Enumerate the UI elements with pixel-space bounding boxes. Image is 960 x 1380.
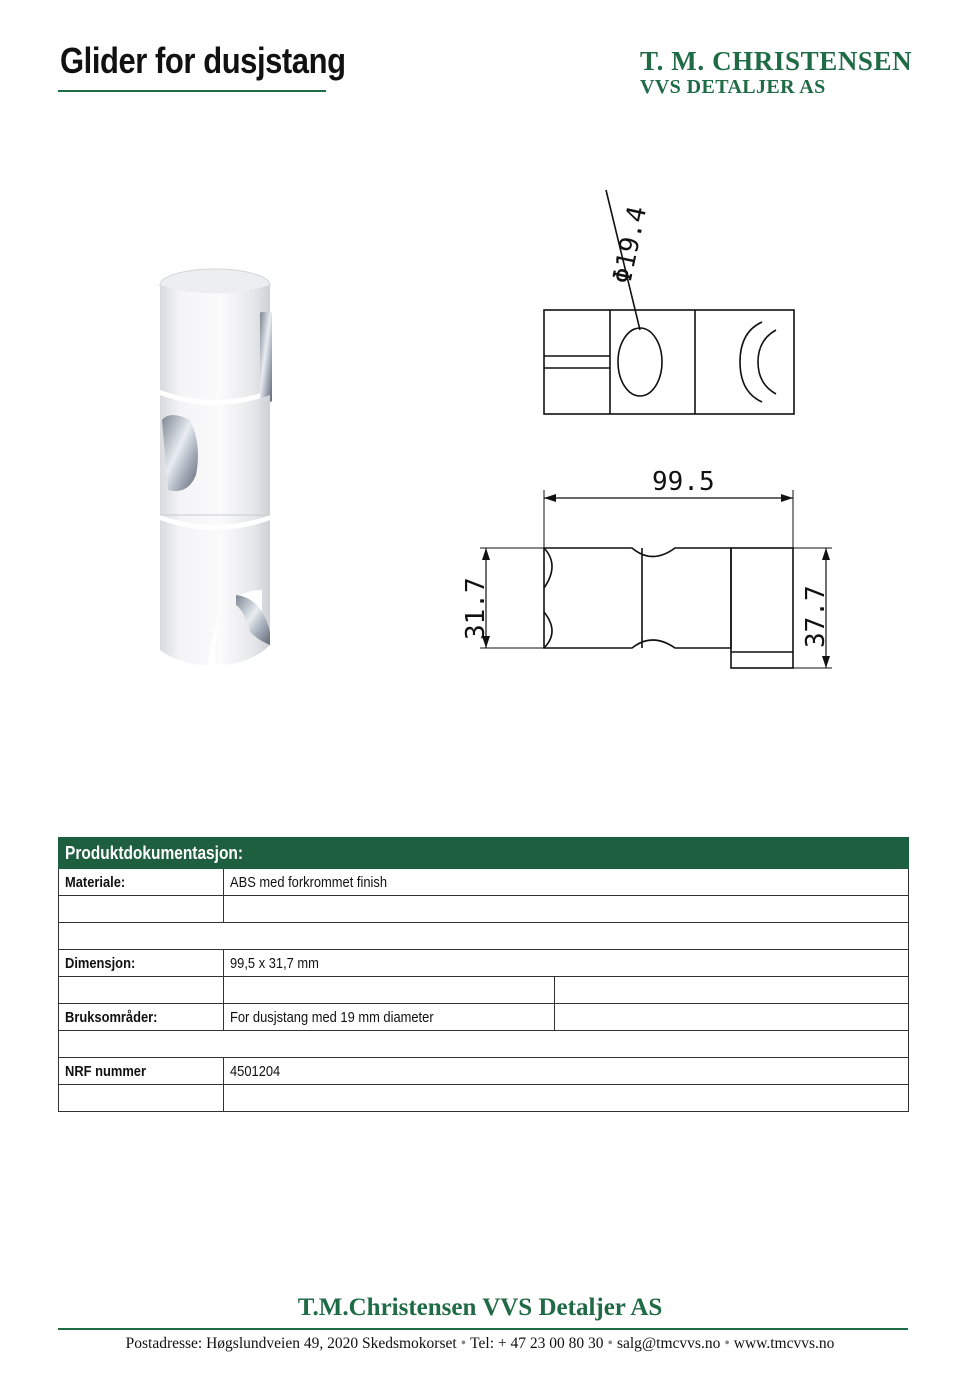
footer-divider (58, 1328, 908, 1330)
table-header: Produktdokumentasjon: (59, 838, 909, 869)
empty-cell (59, 923, 909, 950)
row-label: Bruksområder: (59, 1004, 224, 1031)
brand-subtitle: VVS DETALJER AS (640, 76, 826, 98)
separator-dot: • (460, 1335, 467, 1352)
separator-dot: • (607, 1335, 613, 1352)
postal-address: Postadresse: Høgslundveien 49, 2020 Skedsmokorset (125, 1335, 457, 1352)
empty-cell (59, 1085, 224, 1112)
height-right-label: 37.7 (801, 585, 831, 648)
row-value: 4501204 (224, 1058, 909, 1085)
title-underline (58, 90, 326, 92)
empty-cell (555, 1004, 909, 1031)
empty-cell (59, 1031, 909, 1058)
empty-cell (224, 1085, 909, 1112)
table-row (59, 1085, 909, 1112)
table-row (59, 1058, 909, 1085)
empty-cell (59, 977, 224, 1004)
empty-cell (224, 977, 555, 1004)
empty-cell (59, 896, 224, 923)
row-value: For dusjstang med 19 mm diameter (224, 1004, 555, 1031)
separator-dot: • (724, 1335, 730, 1352)
row-value: 99,5 x 31,7 mm (224, 950, 909, 977)
row-label: NRF nummer (59, 1058, 224, 1085)
table-row (59, 977, 909, 1004)
email-link[interactable]: salg@tmcvvs.no (616, 1335, 721, 1352)
empty-cell (555, 977, 909, 1004)
footer-contact-line (0, 1335, 960, 1353)
table-row (59, 950, 909, 977)
empty-cell (224, 896, 909, 923)
phone-number: Tel: + 47 23 00 80 30 (470, 1335, 604, 1352)
footer-company-name: T.M.Christensen VVS Detaljer AS (297, 1294, 663, 1321)
table-row (59, 923, 909, 950)
technical-drawing (440, 180, 860, 680)
table-row (59, 869, 909, 896)
product-documentation-table (58, 837, 909, 1112)
table-row (59, 1031, 909, 1058)
row-value: ABS med forkrommet finish (224, 869, 909, 896)
table-row (59, 1004, 909, 1031)
diameter-label: Φ19.4 (607, 203, 654, 287)
website-link[interactable]: www.tmcvvs.no (733, 1335, 835, 1352)
page-title: Glider for dusjstang (60, 40, 346, 81)
product-photo (150, 260, 290, 680)
height-left-label: 31.7 (461, 577, 491, 640)
table-row (59, 896, 909, 923)
brand-logo (640, 46, 912, 98)
brand-name: T. M. CHRISTENSEN (640, 46, 913, 76)
row-label: Materiale: (59, 869, 224, 896)
table-header-row (59, 838, 909, 869)
length-label: 99.5 (652, 467, 715, 497)
row-label: Dimensjon: (59, 950, 224, 977)
